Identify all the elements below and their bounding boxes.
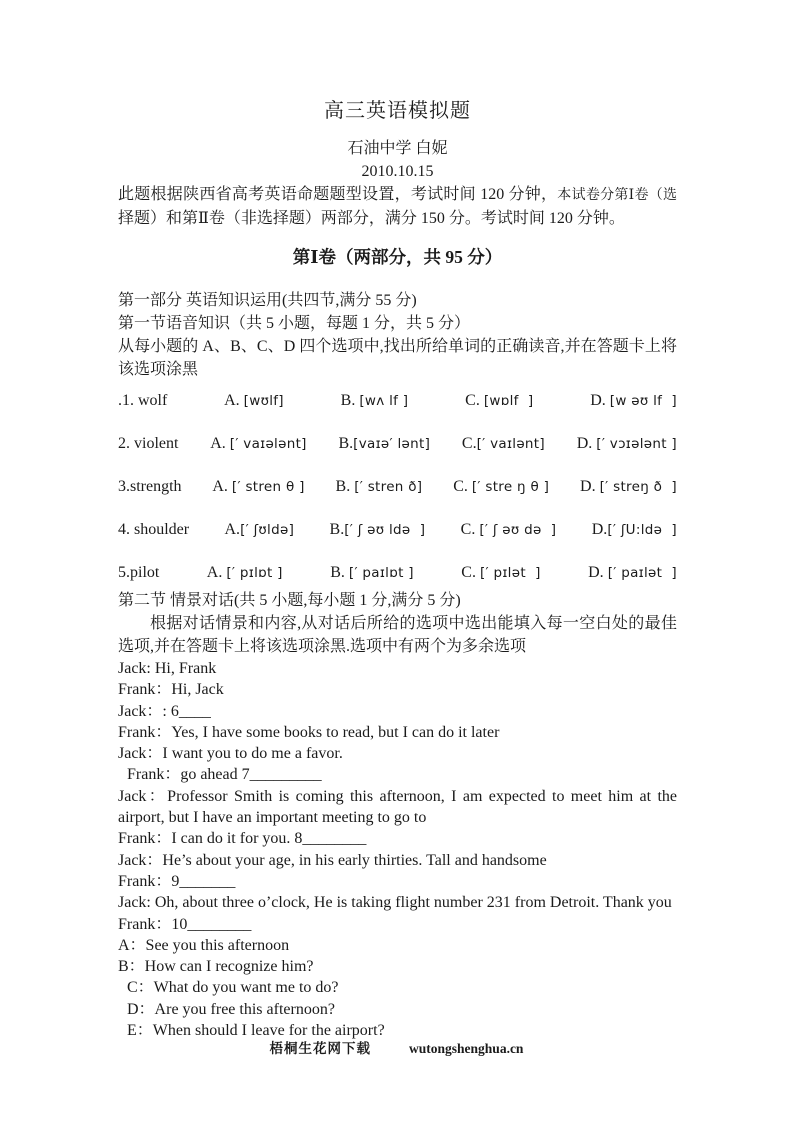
question-option-b xyxy=(336,475,423,499)
option-label: B. xyxy=(329,521,345,538)
question-option-c xyxy=(465,389,533,413)
school-author-line: 石油中学 白妮 xyxy=(347,140,448,157)
question-option-b xyxy=(330,561,414,585)
option-ipa: [′ ʃ əʊ də ] xyxy=(479,522,557,538)
option-label: C. xyxy=(461,435,477,452)
option-label: B. xyxy=(338,435,354,452)
dialogue-line: Jack：He’s about your age, in his early thirties. Tall and handsome xyxy=(118,851,547,869)
page-footer xyxy=(0,1040,793,1058)
option-label: A. xyxy=(206,564,223,581)
question-option-c xyxy=(461,561,540,585)
dialogue-line: Frank：Yes, I have some books to read, but I can do it later xyxy=(118,723,500,741)
dialogue-line: Frank：10________ xyxy=(118,915,252,933)
option-label: D. xyxy=(580,478,596,495)
dialogue-line: Jack：Professor Smith is coming this afternoon, I am expected to meet him at the airport, but I have an important meeting to go to xyxy=(118,787,677,827)
phonetics-question-4 xyxy=(118,518,677,542)
dialogue-line: Frank：Hi, Jack xyxy=(118,681,224,699)
option-label: A. xyxy=(224,521,241,538)
option-ipa: [wɒlf ] xyxy=(483,393,534,409)
question-option-d xyxy=(577,432,677,456)
question-stem: 3.strength xyxy=(118,478,182,495)
option-ipa: [′ ʃU:ldə ] xyxy=(607,522,677,538)
question-stem: 5.pilot xyxy=(118,564,160,581)
option-ipa: [′ vaɪlənt] xyxy=(476,436,545,452)
question-option-a xyxy=(225,518,295,542)
option-ipa: [′ streŋ ð ] xyxy=(599,479,677,495)
option-ipa: [′ pɪlɒt ] xyxy=(226,565,283,581)
option-ipa: [′ stren θ ] xyxy=(231,479,305,495)
dialogue-line: Frank：go ahead 7_________ xyxy=(127,766,322,784)
option-ipa: [′ stren ð] xyxy=(354,479,423,495)
option-label: B. xyxy=(335,478,351,495)
option-label: D. xyxy=(591,521,608,538)
option-ipa: [′ pɪlət ] xyxy=(479,565,541,581)
question-option-a xyxy=(224,389,284,413)
question-option-a xyxy=(212,475,304,499)
question-option-d xyxy=(588,561,677,585)
exam-title: 高三英语模拟题 xyxy=(324,100,471,122)
option-ipa: [′ stre ŋ θ ] xyxy=(471,479,550,495)
question-option-c xyxy=(461,518,557,542)
dialogue-line: Jack: Hi, Frank xyxy=(118,660,217,677)
phonetics-question-1 xyxy=(118,389,677,413)
option-ipa: [wʌ lf ] xyxy=(359,393,409,409)
option-label: A. xyxy=(212,478,228,495)
exam-intro-text-rest: 择题）和第Ⅱ卷（非选择题）两部分，满分 150 分。考试时间 120 分钟。 xyxy=(118,210,625,227)
document-content xyxy=(118,98,677,1041)
footer-site-url: wutongshenghua.cn xyxy=(409,1041,524,1056)
option-label: C. xyxy=(460,521,476,538)
exam-intro xyxy=(118,183,677,230)
exam-intro-text-small: 本试卷分第Ⅰ卷（选 xyxy=(557,188,677,203)
dialogue-line: Jack：I want you to do me a favor. xyxy=(118,745,343,763)
question-option-d xyxy=(590,389,677,413)
exam-date: 2010.10.15 xyxy=(361,163,434,180)
dialogue-line: Frank：I can do it for you. 8________ xyxy=(118,830,367,848)
phonetics-question-2 xyxy=(118,432,677,456)
question-option-a xyxy=(207,561,283,585)
dialogue-line: Jack：: 6____ xyxy=(118,702,211,720)
option-ipa: [′ ʃʊldə] xyxy=(240,522,295,538)
option-ipa: [′ vaɪələnt] xyxy=(229,436,307,452)
option-label: A. xyxy=(224,392,240,409)
exam-intro-text: 此题根据陕西省高考英语命题题型设置，考试时间 120 分钟， xyxy=(118,186,558,203)
answer-choice-e: E：When should I leave for the airport? xyxy=(127,1022,385,1040)
dialogue-line: Frank：9_______ xyxy=(118,872,236,890)
option-label: D. xyxy=(590,392,606,409)
option-label: A. xyxy=(210,435,226,452)
volume-heading: 第Ⅰ卷（两部分，共 95 分） xyxy=(292,247,503,267)
dialogue-instructions: 根据对话情景和内容,从对话后所给的选项中选出能填入每一空白处的最佳选项,并在答题卡上将该选项涂黑.选项中有两个为多余选项 xyxy=(118,615,677,655)
question-option-d xyxy=(592,518,677,542)
question-option-d xyxy=(580,475,677,499)
question-option-b xyxy=(341,389,409,413)
dialogue-section-heading: 第二节 情景对话(共 5 小题,每小题 1 分,满分 5 分) xyxy=(118,592,461,609)
option-label: C. xyxy=(465,392,480,409)
option-label: C. xyxy=(453,478,468,495)
question-stem: 4. shoulder xyxy=(118,521,190,538)
question-stem: .1. wolf xyxy=(118,392,168,409)
option-label: C. xyxy=(461,564,476,581)
answer-choice-d: D：Are you free this afternoon? xyxy=(127,1000,335,1018)
option-ipa: [′ ʃ əʊ ldə ] xyxy=(344,522,426,538)
question-option-b xyxy=(338,432,430,456)
dialogue-line: Jack: Oh, about three o’clock, He is taking flight number 231 from Detroit. Thank you xyxy=(118,894,672,912)
question-option-c xyxy=(453,475,549,499)
answer-choice-c: C：What do you want me to do? xyxy=(127,979,339,997)
option-ipa: [′ paɪlət ] xyxy=(607,565,677,581)
option-ipa: [vaɪə′ lənt] xyxy=(353,436,431,452)
answer-choice-b: B：How can I recognize him? xyxy=(118,958,314,976)
option-ipa: [′ vɔɪələnt ] xyxy=(596,436,677,452)
phonetics-question-list xyxy=(118,389,677,585)
answer-choice-a: A：See you this afternoon xyxy=(118,936,290,954)
phonetics-question-5 xyxy=(118,561,677,585)
question-option-c xyxy=(462,432,545,456)
question-option-a xyxy=(210,432,307,456)
option-ipa: [wʊlf] xyxy=(243,393,284,409)
phonetics-instructions: 从每小题的 A、B、C、D 四个选项中,找出所给单词的正确读音,并在答题卡上将该选项涂黑 xyxy=(118,338,677,378)
option-ipa: [w əʊ lf ] xyxy=(609,393,677,409)
option-label: D. xyxy=(588,564,604,581)
option-label: D. xyxy=(576,435,593,452)
footer-site-name: 梧桐生花网下载 xyxy=(269,1041,372,1056)
question-stem: 2. violent xyxy=(118,435,179,452)
question-option-b xyxy=(330,518,426,542)
phonetics-section-heading: 第一节语音知识（共 5 小题，每题 1 分，共 5 分） xyxy=(118,315,471,332)
option-label: B. xyxy=(340,392,356,409)
part1-heading: 第一部分 英语知识运用(共四节,满分 55 分) xyxy=(118,292,417,309)
option-ipa: [′ paɪlɒt ] xyxy=(348,565,414,581)
phonetics-question-3 xyxy=(118,475,677,499)
option-label: B. xyxy=(330,564,345,581)
